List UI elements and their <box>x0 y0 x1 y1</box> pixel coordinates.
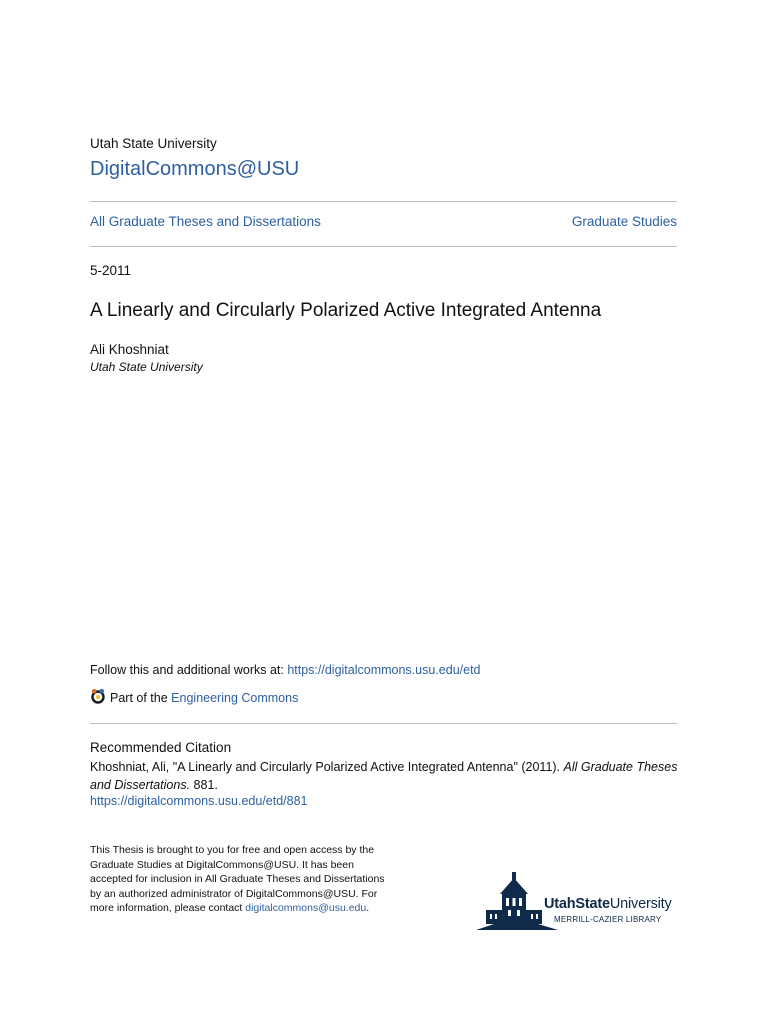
logo-wordmark <box>544 896 672 912</box>
engineering-commons-link[interactable]: Engineering Commons <box>171 690 299 705</box>
divider-citation <box>90 723 677 724</box>
document-title: A Linearly and Circularly Polarized Active Integrated Antenna <box>90 300 602 321</box>
citation-text <box>90 759 680 794</box>
author-affiliation: Utah State University <box>90 360 203 374</box>
follow-line <box>90 663 481 677</box>
library-logo <box>474 870 684 934</box>
department-link[interactable]: Graduate Studies <box>571 214 677 229</box>
access-end: . <box>366 902 370 915</box>
publication-date: 5-2011 <box>90 263 132 278</box>
citation-number: 881. <box>190 777 218 792</box>
author-name: Ali Khoshniat <box>90 342 169 357</box>
part-of-prefix: Part of the <box>110 690 168 705</box>
follow-url-link[interactable]: https://digitalcommons.usu.edu/etd <box>287 663 481 677</box>
logo-name-regular: University <box>609 896 672 912</box>
logo-subtitle: MERRILL-CAZIER LIBRARY <box>554 915 662 924</box>
follow-prefix: Follow this and additional works at: <box>90 663 288 677</box>
institution-name: Utah State University <box>90 136 217 151</box>
citation-series: All Graduate Theses and Dissertations. <box>90 760 678 792</box>
collection-link[interactable]: All Graduate Theses and Dissertations <box>90 214 321 229</box>
logo-name-bold: UtahState <box>544 896 610 912</box>
part-of-line <box>90 688 298 707</box>
network-commons-icon <box>90 688 110 707</box>
divider-top <box>90 201 677 202</box>
access-statement <box>90 843 390 916</box>
contact-email-link[interactable]: digitalcommons@usu.edu <box>245 902 367 915</box>
access-text: This Thesis is brought to you for free and open access by the Graduate Studies at DigitalCommons@USU. It has been accepted for inclusion in All Graduate Theses and Dissertations by an authorized administrator of DigitalCommons@USU. For more information, please contact <box>90 844 385 915</box>
citation-url-link[interactable]: https://digitalcommons.usu.edu/etd/881 <box>90 794 308 808</box>
divider-nav <box>90 246 677 247</box>
repository-link[interactable]: DigitalCommons@USU <box>90 158 300 180</box>
citation-body: Khoshniat, Ali, "A Linearly and Circularly Polarized Active Integrated Antenna" (2011). <box>90 760 564 774</box>
citation-heading: Recommended Citation <box>90 740 232 755</box>
